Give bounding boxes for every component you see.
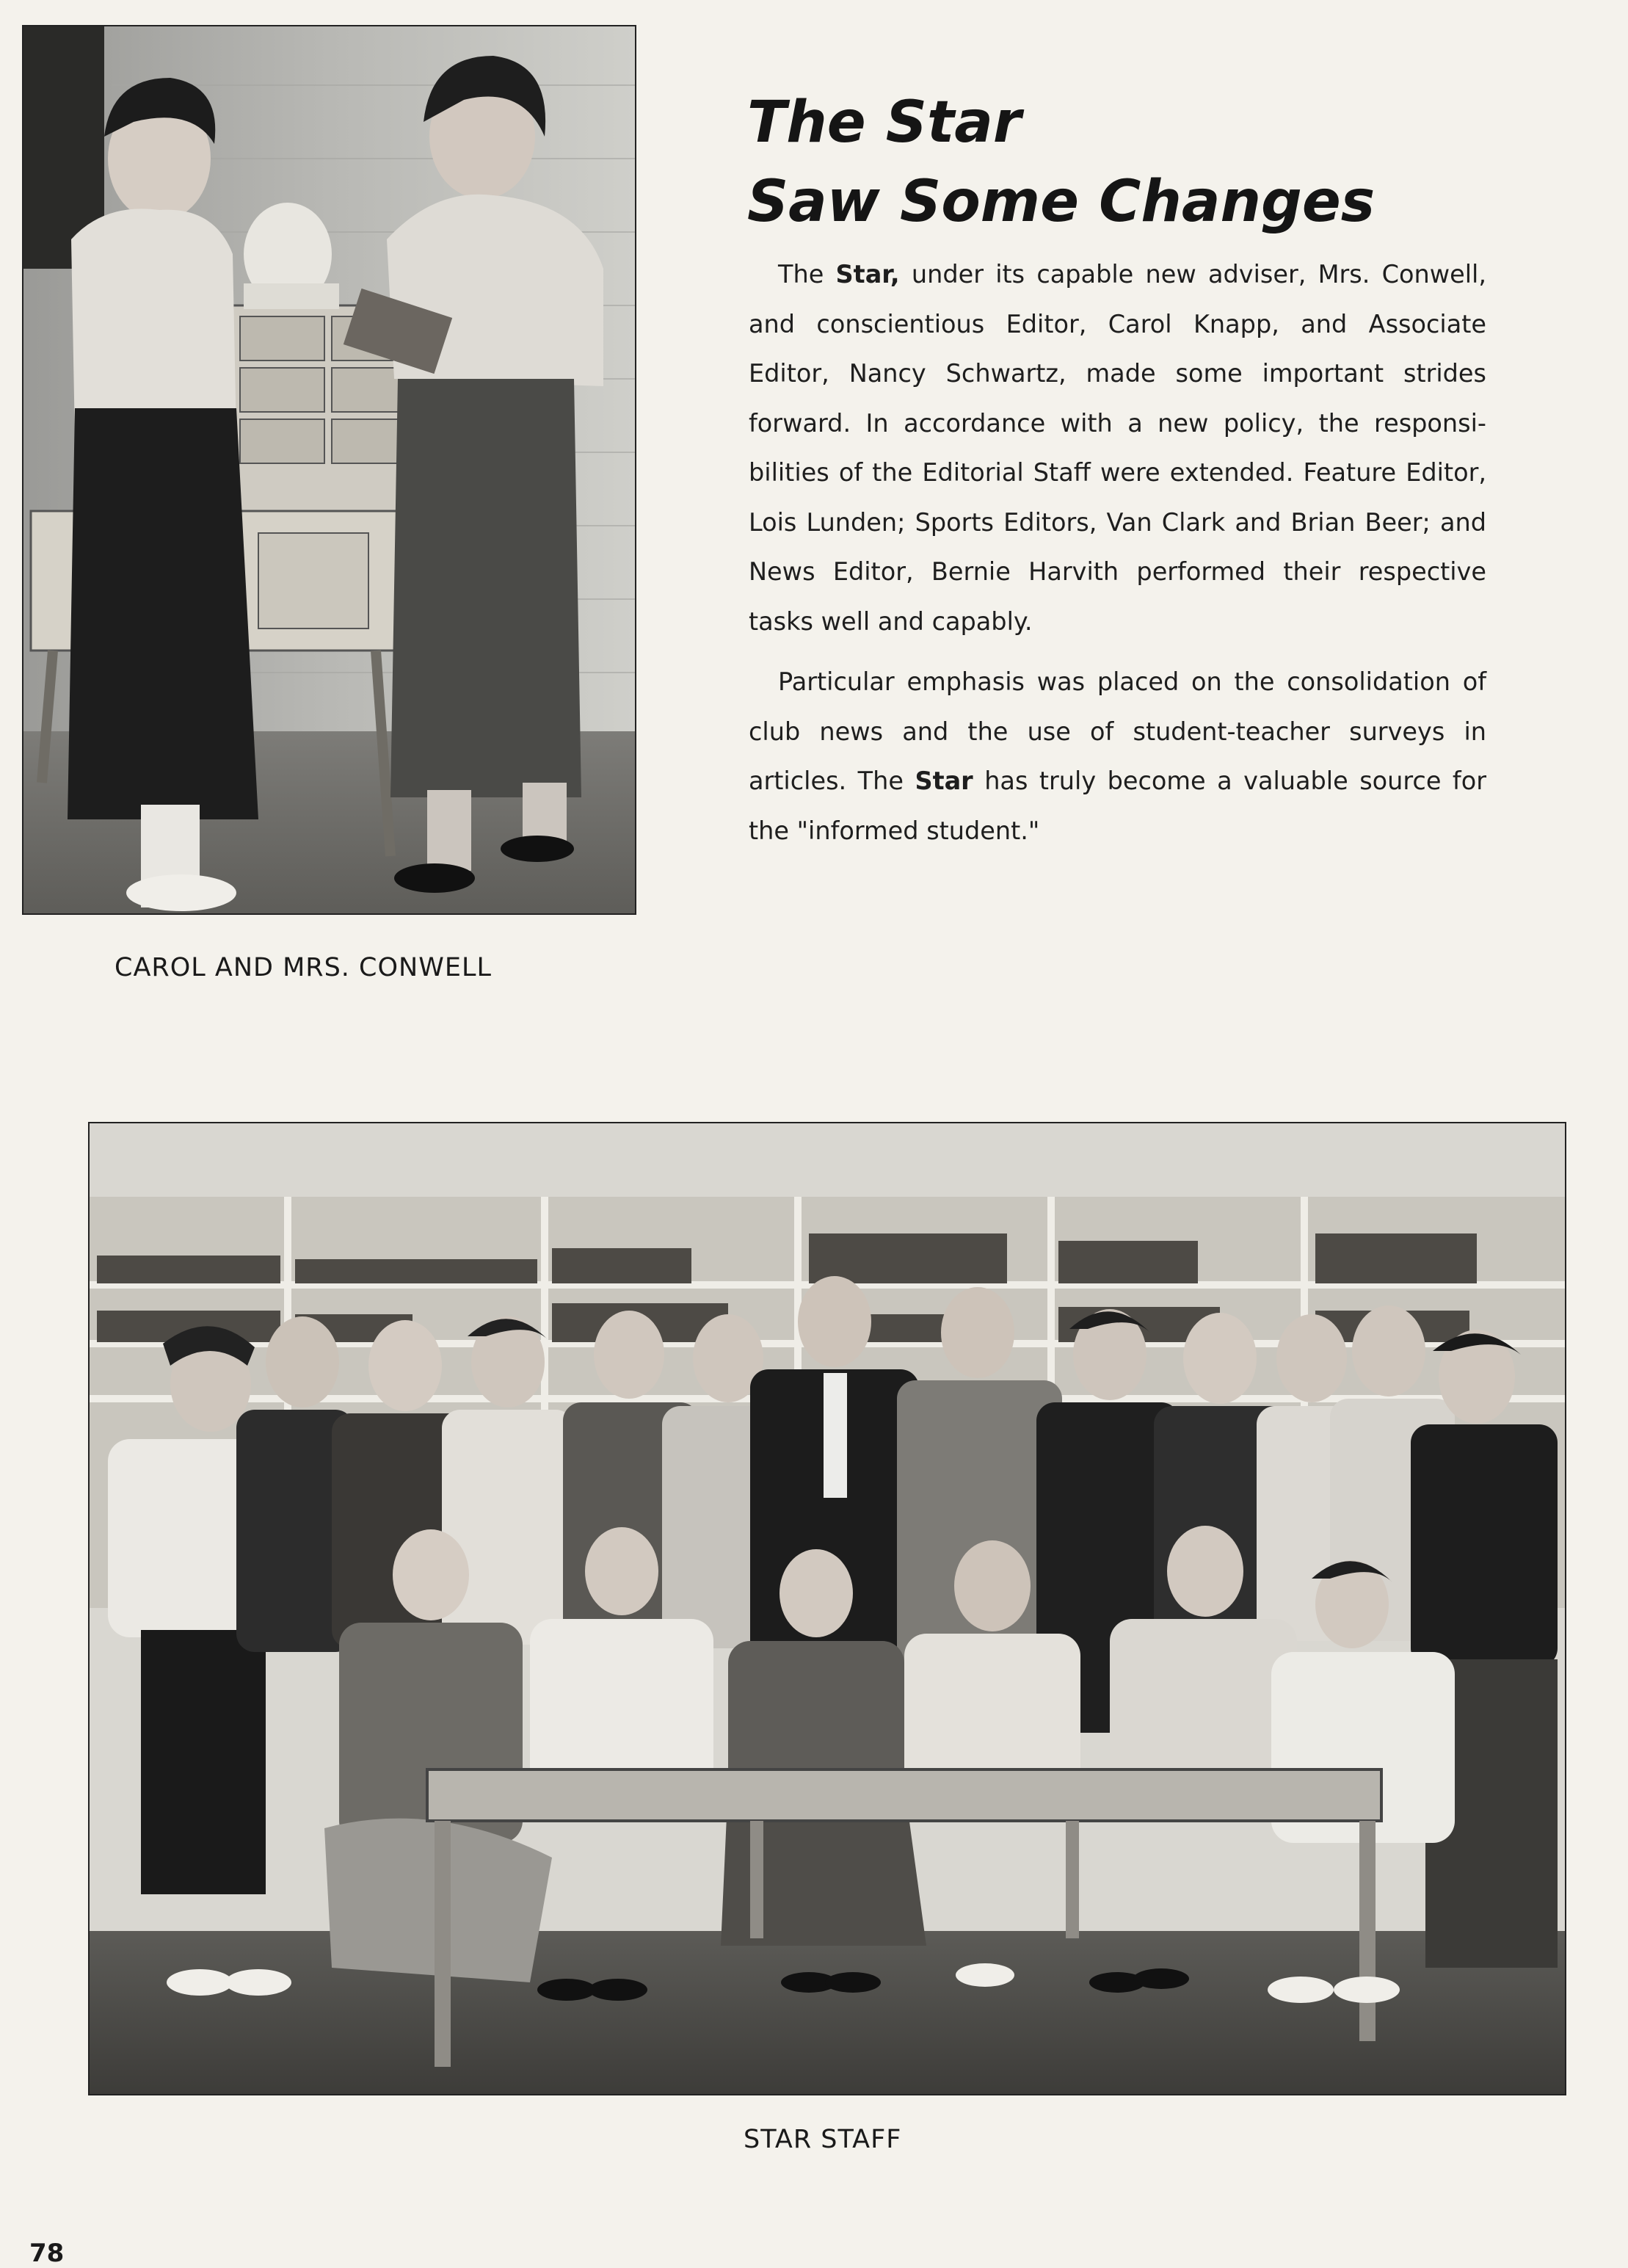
photo-carol-and-mrs-conwell: [22, 25, 636, 915]
headline-line-1: The Star: [747, 90, 1022, 156]
para-2-rest: has truly become a valuable source for the "informed student.": [749, 767, 1486, 845]
photo-star-staff-illustration: [90, 1123, 1565, 2094]
para-1-rest: under its capable new adviser, Mrs. Conwell, and conscientious Editor, Carol Knapp, and Associate Editor, Nancy Schwartz, made some important strides forward. In accordance with a new policy, the responsi-bilities of the Editorial Staff were extended. Feature Editor, Lois Lunden; Sports Editors, Van Clark and Brian Beer; and News Editor, Bernie Harvith performed their respective tasks well and capably.: [749, 260, 1486, 636]
para-2-lead: Particular emphasis was placed on the consolidation of club news and the use of student-teacher surveys in articles. The: [749, 667, 1486, 795]
headline-line-2: Saw Some Changes: [747, 169, 1376, 235]
para-1-lead: The: [778, 260, 836, 289]
photo-carol-and-mrs-conwell-illustration: [23, 26, 635, 913]
para-1-star-bold: Star,: [835, 260, 900, 289]
photo-star-staff: [88, 1122, 1566, 2095]
article-paragraph-1: [749, 250, 1486, 646]
caption-bottom-photo: STAR STAFF: [744, 2125, 902, 2154]
para-2-star-bold: Star: [915, 767, 973, 795]
page-number: 78: [29, 2239, 65, 2268]
article-paragraph-2: [749, 657, 1486, 855]
caption-top-photo: CAROL AND MRS. CONWELL: [115, 953, 492, 982]
